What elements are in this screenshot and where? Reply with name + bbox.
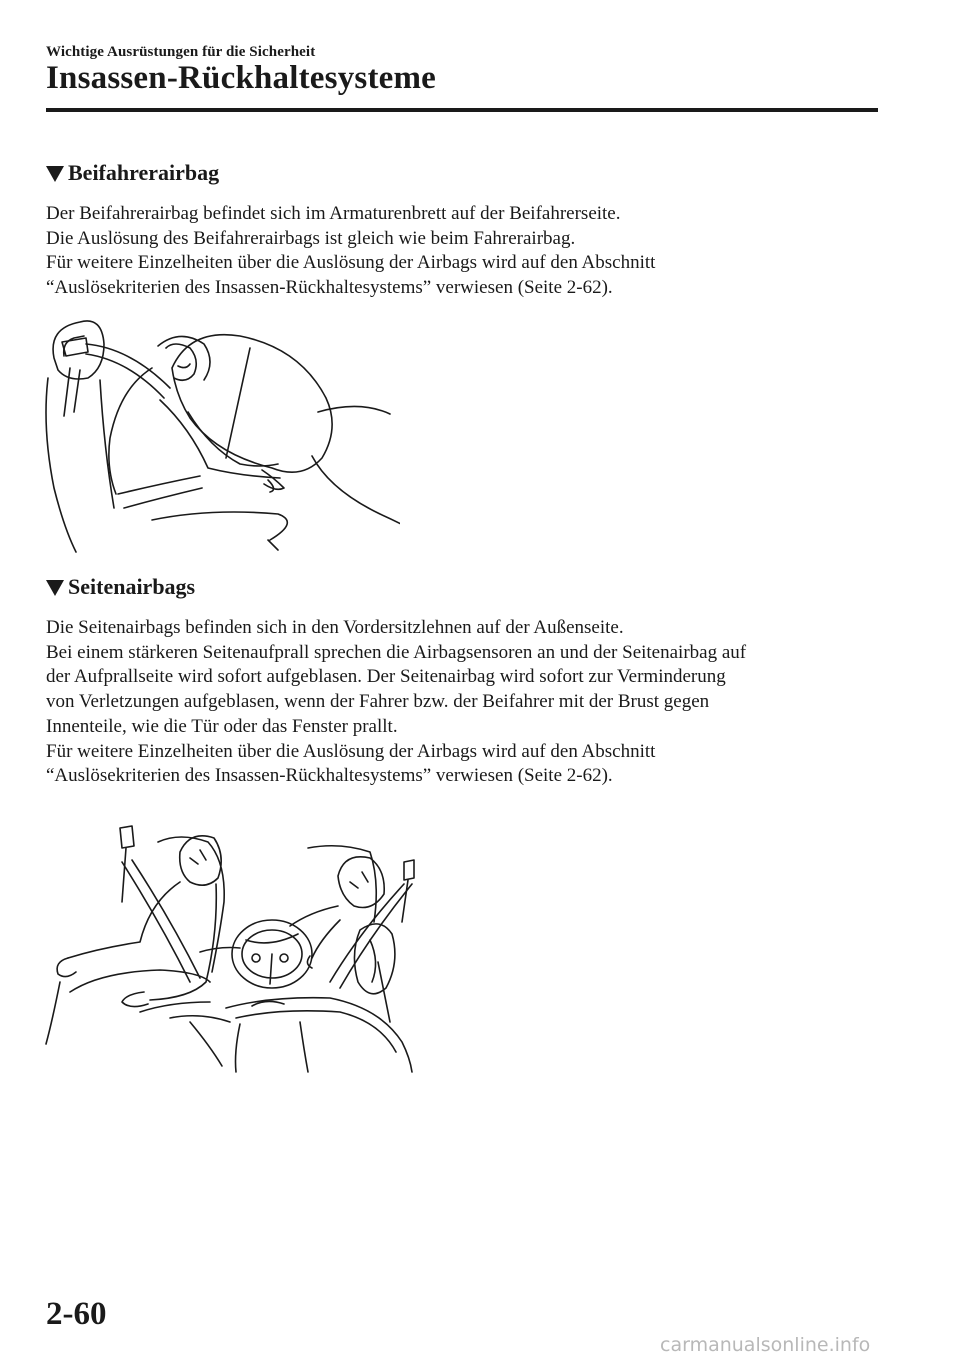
text-line: Der Beifahrerairbag befindet sich im Armaturenbrett auf der Beifahrerseite.: [46, 203, 621, 224]
text-line: “Auslösekriterien des Insassen-Rückhaltesystems” verwiesen (Seite 2-62).: [46, 765, 613, 787]
paragraph-seitenairbags: [46, 616, 896, 789]
paragraph-beifahrerairbag: [46, 202, 896, 301]
heading-text: Beifahrerairbag: [68, 160, 220, 185]
text-line: Die Seitenairbags befinden sich in den Vordersitzlehnen auf der Außenseite.: [46, 617, 624, 638]
text-line: Innenteile, wie die Tür oder das Fenster prallt.: [46, 715, 398, 737]
heading-text: Seitenairbags: [68, 574, 196, 599]
text-line: Für weitere Einzelheiten über die Auslösung der Airbags wird auf den Abschnitt: [46, 740, 656, 762]
text-line: Bei einem stärkeren Seitenaufprall sprechen die Airbagsensoren an und der Seitenairbag auf: [46, 641, 747, 663]
text-line: von Verletzungen aufgeblasen, wenn der Fahrer bzw. der Beifahrer mit der Brust gegen: [46, 691, 710, 713]
text-line: der Aufprallseite wird sofort aufgeblasen. Der Seitenairbag wird sofort zur Verminderung: [46, 666, 726, 688]
passenger-airbag-illustration: [40, 308, 400, 558]
title-rule: [46, 108, 878, 112]
text-line: “Auslösekriterien des Insassen-Rückhaltesystems” verwiesen (Seite 2-62).: [46, 277, 613, 299]
triangle-bullet-icon: [46, 166, 64, 182]
section-heading-seitenairbags: [46, 574, 195, 600]
section-heading-beifahrerairbag: [46, 160, 219, 186]
section-label: Wichtige Ausrüstungen für die Sicherheit: [46, 44, 316, 60]
triangle-bullet-icon: [46, 580, 64, 596]
text-line: Für weitere Einzelheiten über die Auslösung der Airbags wird auf den Abschnitt: [46, 252, 656, 274]
text-line: Die Auslösung des Beifahrerairbags ist gleich wie beim Fahrerairbag.: [46, 227, 576, 249]
page-number: 2-60: [46, 1296, 107, 1332]
watermark: carmanualsonline.info: [660, 1334, 871, 1356]
side-airbag-illustration: [40, 822, 424, 1074]
chapter-title: Insassen-Rückhaltesysteme: [46, 60, 437, 96]
